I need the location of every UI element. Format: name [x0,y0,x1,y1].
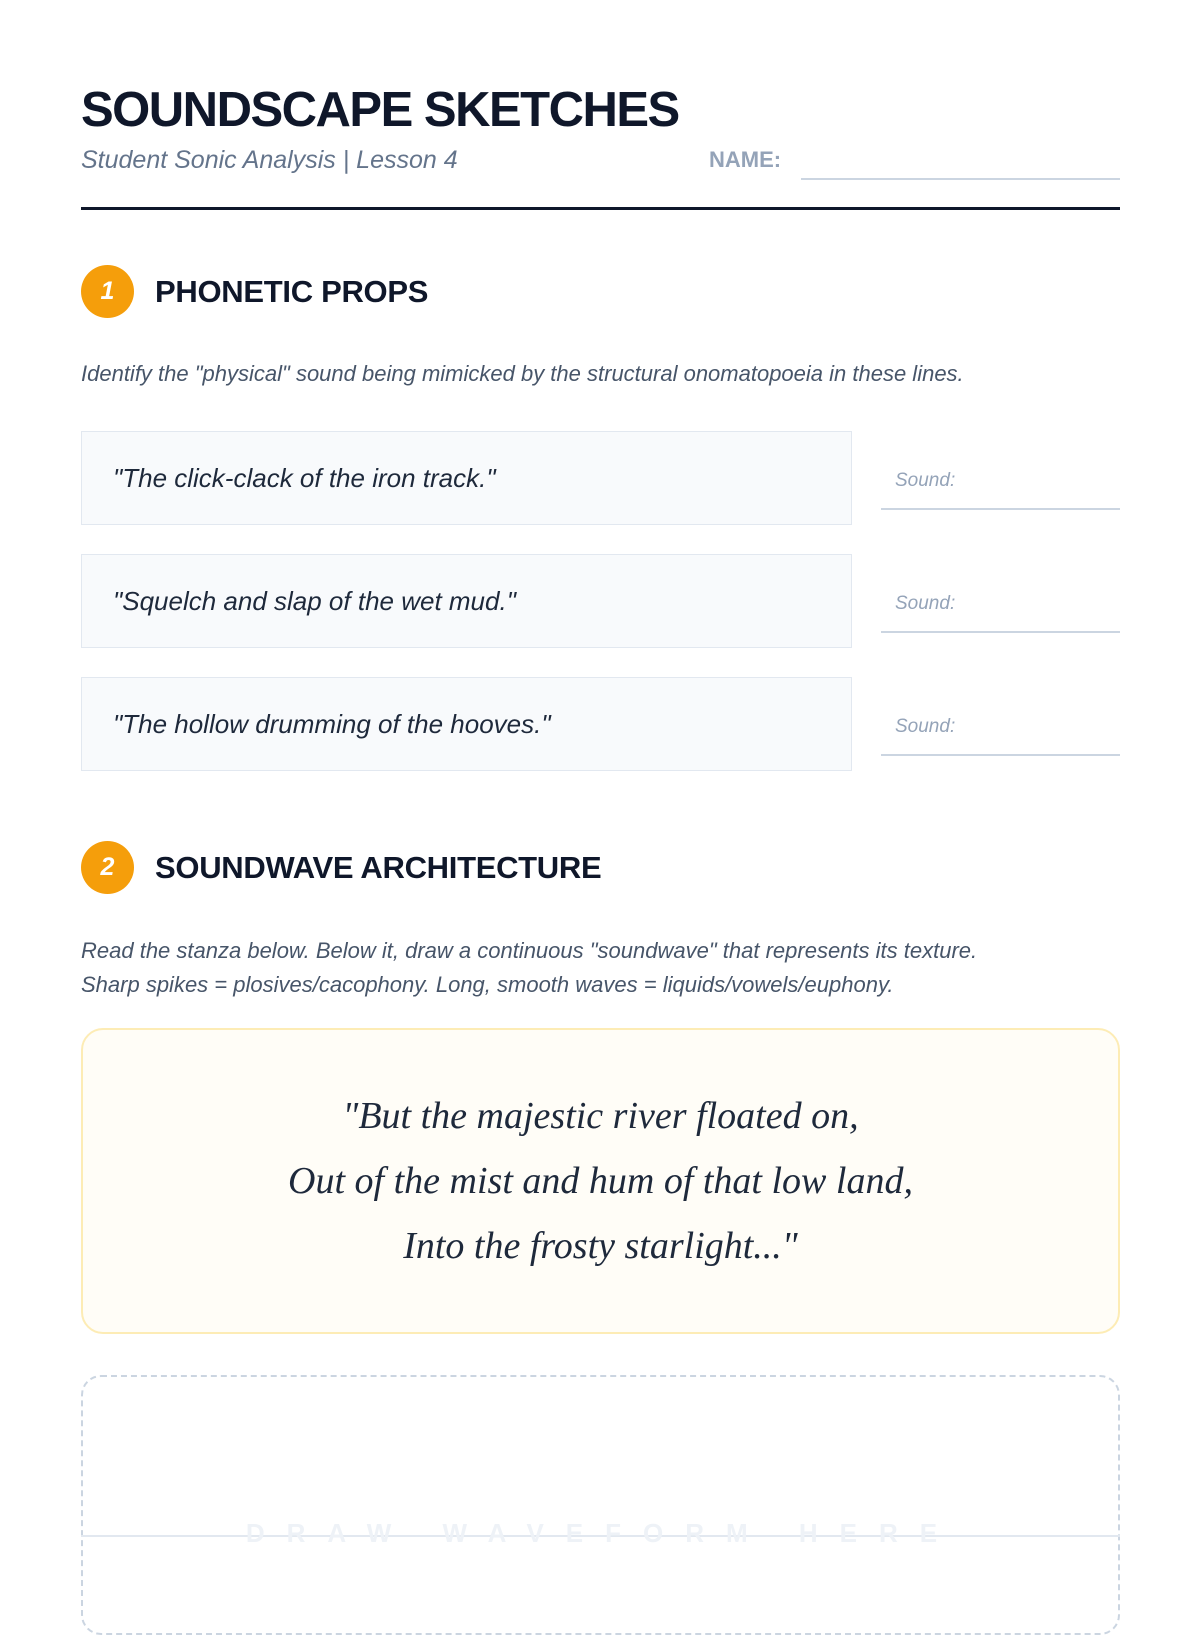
page-title: SOUNDSCAPE SKETCHES [81,83,679,137]
quote-box: "Squelch and slap of the wet mud." [81,554,852,648]
section-1-number-badge: 1 [81,265,134,318]
quote-box: "The click-clack of the iron track." [81,431,852,525]
section-1-title: PHONETIC PROPS [155,273,429,309]
name-label: NAME: [709,147,782,172]
quote-box: "The hollow drumming of the hooves." [81,677,852,771]
page-subtitle: Student Sonic Analysis | Lesson 4 [81,146,458,174]
section-2-instructions-line-1: Read the stanza below. Below it, draw a continuous "soundwave" that represents its texture. [81,938,978,963]
stanza-line: "But the majestic river floated on, [342,1094,859,1137]
stanza-box [81,1028,1120,1334]
name-field[interactable] [801,178,1120,180]
section-1-instructions: Identify the "physical" sound being mimicked by the structural onomatopoeia in these lines. [81,361,964,386]
waveform-drawing-area[interactable] [81,1375,1120,1635]
section-2-heading [81,841,601,894]
section-1-heading [81,265,428,318]
sound-answer-field[interactable]: Sound: [881,593,1120,633]
section-2-title: SOUNDWAVE ARCHITECTURE [155,849,602,885]
section-2-instructions-line-2: Sharp spikes = plosives/cacophony. Long, smooth waves = liquids/vowels/euphony. [81,972,894,997]
header-divider [81,207,1120,210]
section-2-number-badge: 2 [81,841,134,894]
stanza-line: Into the frosty starlight..." [403,1224,798,1267]
draw-waveform-label: DRAW WAVEFORM HERE [245,1518,960,1548]
sound-answer-field[interactable]: Sound: [881,716,1120,756]
stanza-line: Out of the mist and hum of that low land, [288,1159,913,1202]
sound-answer-field[interactable]: Sound: [881,470,1120,510]
